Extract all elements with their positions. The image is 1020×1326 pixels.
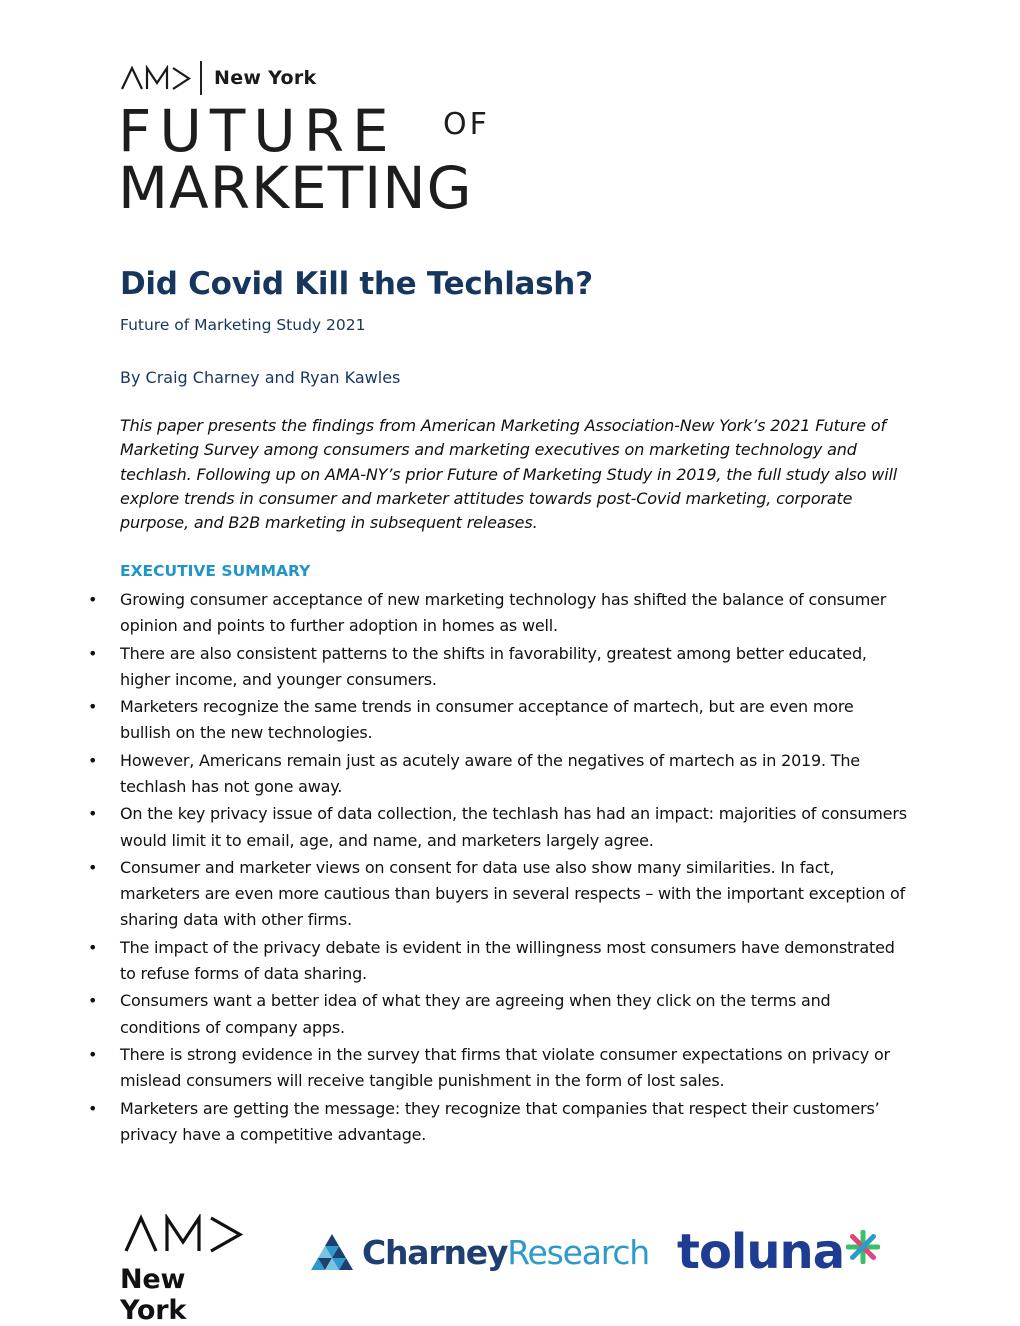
charney-wordmark: Charney bbox=[362, 1232, 508, 1272]
sponsor-ama-city: New York bbox=[120, 1264, 187, 1326]
asterisk-icon bbox=[846, 1230, 880, 1264]
summary-item-text: Marketers recognize the same trends in consumer acceptance of martech, but are even more bullish on the new technologies. bbox=[120, 697, 854, 743]
summary-item-text: Consumers want a better idea of what they are agreeing when they click on the terms and conditions of company apps. bbox=[120, 991, 831, 1037]
ama-new-york-logo bbox=[120, 1208, 260, 1326]
bullet-icon: • bbox=[88, 937, 98, 957]
triangle-mosaic-icon bbox=[308, 1232, 356, 1272]
bullet-icon: • bbox=[88, 991, 98, 1011]
bullet-icon: • bbox=[88, 643, 98, 663]
summary-item bbox=[88, 694, 908, 746]
executive-summary-list bbox=[88, 587, 908, 1149]
summary-item bbox=[88, 855, 908, 934]
summary-item bbox=[88, 1096, 908, 1148]
summary-item bbox=[88, 587, 908, 639]
ama-logo-icon bbox=[120, 65, 192, 91]
executive-summary-heading: EXECUTIVE SUMMARY bbox=[120, 562, 311, 580]
masthead-of-word: OF bbox=[443, 107, 490, 142]
summary-item bbox=[88, 1042, 908, 1094]
summary-item-text: However, Americans remain just as acutely aware of the negatives of martech as in 2019. The techlash has not gone away. bbox=[120, 750, 860, 796]
page-subtitle: Future of Marketing Study 2021 bbox=[120, 316, 366, 334]
toluna-wordmark: toluna bbox=[677, 1224, 845, 1280]
bullet-icon: • bbox=[88, 1044, 98, 1064]
summary-item-text: Growing consumer acceptance of new marketing technology has shifted the balance of consumer opinion and points to further adoption in homes as well. bbox=[120, 590, 887, 636]
summary-item-text: Consumer and marketer views on consent for data use also show many similarities. In fact, marketers are even more cautious than buyers in several respects – with the important exception of sharing data with other firms. bbox=[120, 857, 906, 930]
summary-item-text: The impact of the privacy debate is evident in the willingness most consumers have demonstrated to refuse forms of data sharing. bbox=[120, 937, 895, 983]
charney-research-logo bbox=[308, 1228, 649, 1276]
ama-divider bbox=[200, 61, 202, 95]
bullet-icon: • bbox=[88, 857, 98, 877]
ama-logo-icon bbox=[123, 1214, 245, 1254]
research-wordmark: Research bbox=[507, 1232, 650, 1272]
intro-paragraph: This paper presents the findings from American Marketing Association-New York’s 2021 Future of Marketing Survey among consumers and marketing executives on marketing technology and techlash. Following up on AMA-NY’s prior Future of Marketing Study in 2019, the full study also will explore trends in consumer and marketer attitudes towards post-Covid marketing, corporate purpose, and B2B marketing in subsequent releases. bbox=[120, 416, 898, 533]
bullet-icon: • bbox=[88, 1098, 98, 1118]
summary-item-text: There are also consistent patterns to the shifts in favorability, greatest among better educated, higher income, and younger consumers. bbox=[120, 643, 867, 689]
bullet-icon: • bbox=[88, 804, 98, 824]
summary-item bbox=[88, 935, 908, 987]
toluna-logo bbox=[677, 1222, 880, 1282]
bullet-icon: • bbox=[88, 750, 98, 770]
summary-item bbox=[88, 748, 908, 800]
summary-item bbox=[88, 641, 908, 693]
bullet-icon: • bbox=[88, 697, 98, 717]
author-byline: By Craig Charney and Ryan Kawles bbox=[120, 368, 401, 387]
masthead-marketing-word: MARKETING bbox=[118, 154, 473, 222]
page-title: Did Covid Kill the Techlash? bbox=[120, 266, 593, 302]
masthead-city: New York bbox=[214, 67, 317, 89]
masthead-future-word: FUTURE bbox=[118, 97, 397, 165]
masthead-logo bbox=[118, 58, 520, 222]
ama-new-york-lockup bbox=[120, 62, 316, 94]
summary-item-text: On the key privacy issue of data collection, the techlash has had an impact: majorities of consumers would limit it to email, age, and name, and marketers largely agree. bbox=[120, 804, 907, 850]
summary-item bbox=[88, 801, 908, 853]
bullet-icon: • bbox=[88, 590, 98, 609]
summary-item bbox=[88, 988, 908, 1040]
summary-item-text: Marketers are getting the message: they recognize that companies that respect their customers’ privacy have a competitive advantage. bbox=[120, 1098, 880, 1144]
summary-item-text: There is strong evidence in the survey that firms that violate consumer expectations on privacy or mislead consumers will receive tangible punishment in the form of lost sales. bbox=[120, 1044, 890, 1091]
